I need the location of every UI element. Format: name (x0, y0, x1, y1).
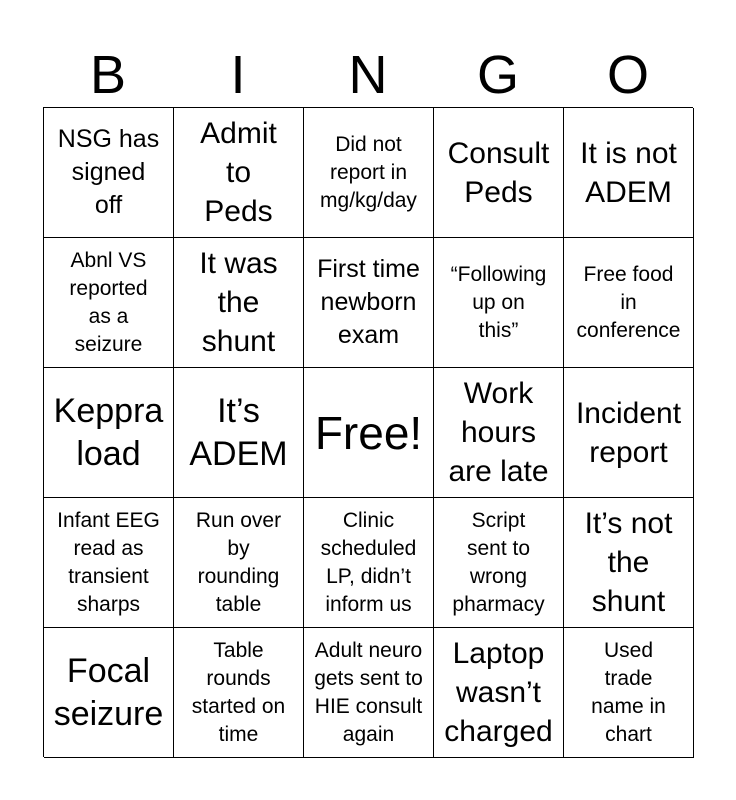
cell-text: Clinic scheduled LP, didn’t inform us (320, 508, 417, 616)
bingo-cell[interactable] (434, 368, 564, 498)
cell-text: Admit to Peds (200, 117, 277, 228)
cell-text: Script sent to wrong pharmacy (452, 508, 545, 616)
free-space-text: Free! (314, 406, 423, 459)
bingo-cell[interactable] (434, 238, 564, 368)
cell-text: “Following up on this” (450, 262, 547, 342)
cell-text: First time newborn exam (317, 255, 420, 349)
bingo-cell[interactable] (174, 238, 304, 368)
cell-text: It was the shunt (199, 247, 278, 358)
cell-text: Run over by rounding table (195, 508, 282, 616)
cell-text: Free food in conference (576, 262, 681, 342)
bingo-cell[interactable] (44, 368, 174, 498)
cell-text: Adult neuro gets sent to HIE consult again (314, 638, 423, 746)
header-letter-o: O (606, 45, 649, 105)
bingo-cell[interactable] (44, 498, 174, 628)
bingo-cell-free[interactable] (304, 368, 434, 498)
bingo-cell[interactable] (434, 498, 564, 628)
cell-text: Abnl VS reported as a seizure (69, 248, 148, 356)
bingo-cell[interactable] (564, 238, 694, 368)
cell-text: Work hours are late (448, 377, 549, 488)
cell-text: Table rounds started on time (191, 638, 286, 746)
bingo-cell[interactable] (564, 368, 694, 498)
bingo-cell[interactable] (44, 108, 174, 238)
bingo-board (43, 107, 693, 757)
cell-text: Laptop wasn’t charged (444, 637, 553, 748)
bingo-cell[interactable] (174, 368, 304, 498)
bingo-cell[interactable] (564, 628, 694, 758)
bingo-cell[interactable] (44, 238, 174, 368)
cell-text: Used trade name in chart (591, 638, 666, 746)
bingo-header (43, 44, 693, 106)
bingo-cell[interactable] (174, 498, 304, 628)
bingo-cell[interactable] (174, 108, 304, 238)
bingo-cell[interactable] (564, 498, 694, 628)
bingo-cell[interactable] (434, 628, 564, 758)
header-letter-g: G (476, 45, 519, 105)
bingo-cell[interactable] (44, 628, 174, 758)
bingo-cell[interactable] (304, 498, 434, 628)
cell-text: Did not report in mg/kg/day (320, 132, 417, 212)
cell-text: Infant EEG read as transient sharps (57, 508, 160, 616)
cell-text: Consult Peds (447, 136, 550, 209)
cell-text: Incident report (575, 396, 682, 469)
cell-text: It is not ADEM (580, 136, 677, 209)
header-letter-n: N (348, 45, 388, 105)
cell-text: Focal seizure (53, 651, 164, 733)
bingo-cell[interactable] (434, 108, 564, 238)
bingo-cell[interactable] (304, 238, 434, 368)
bingo-cell[interactable] (174, 628, 304, 758)
bingo-cell[interactable] (564, 108, 694, 238)
cell-text: Keppra load (53, 391, 164, 473)
bingo-cell[interactable] (304, 628, 434, 758)
cell-text: NSG has signed off (57, 125, 160, 219)
bingo-cell[interactable] (304, 108, 434, 238)
cell-text: It’s ADEM (189, 391, 288, 473)
header-letter-i: I (230, 45, 246, 105)
header-letter-b: B (89, 45, 127, 105)
cell-text: It’s not the shunt (584, 507, 673, 618)
